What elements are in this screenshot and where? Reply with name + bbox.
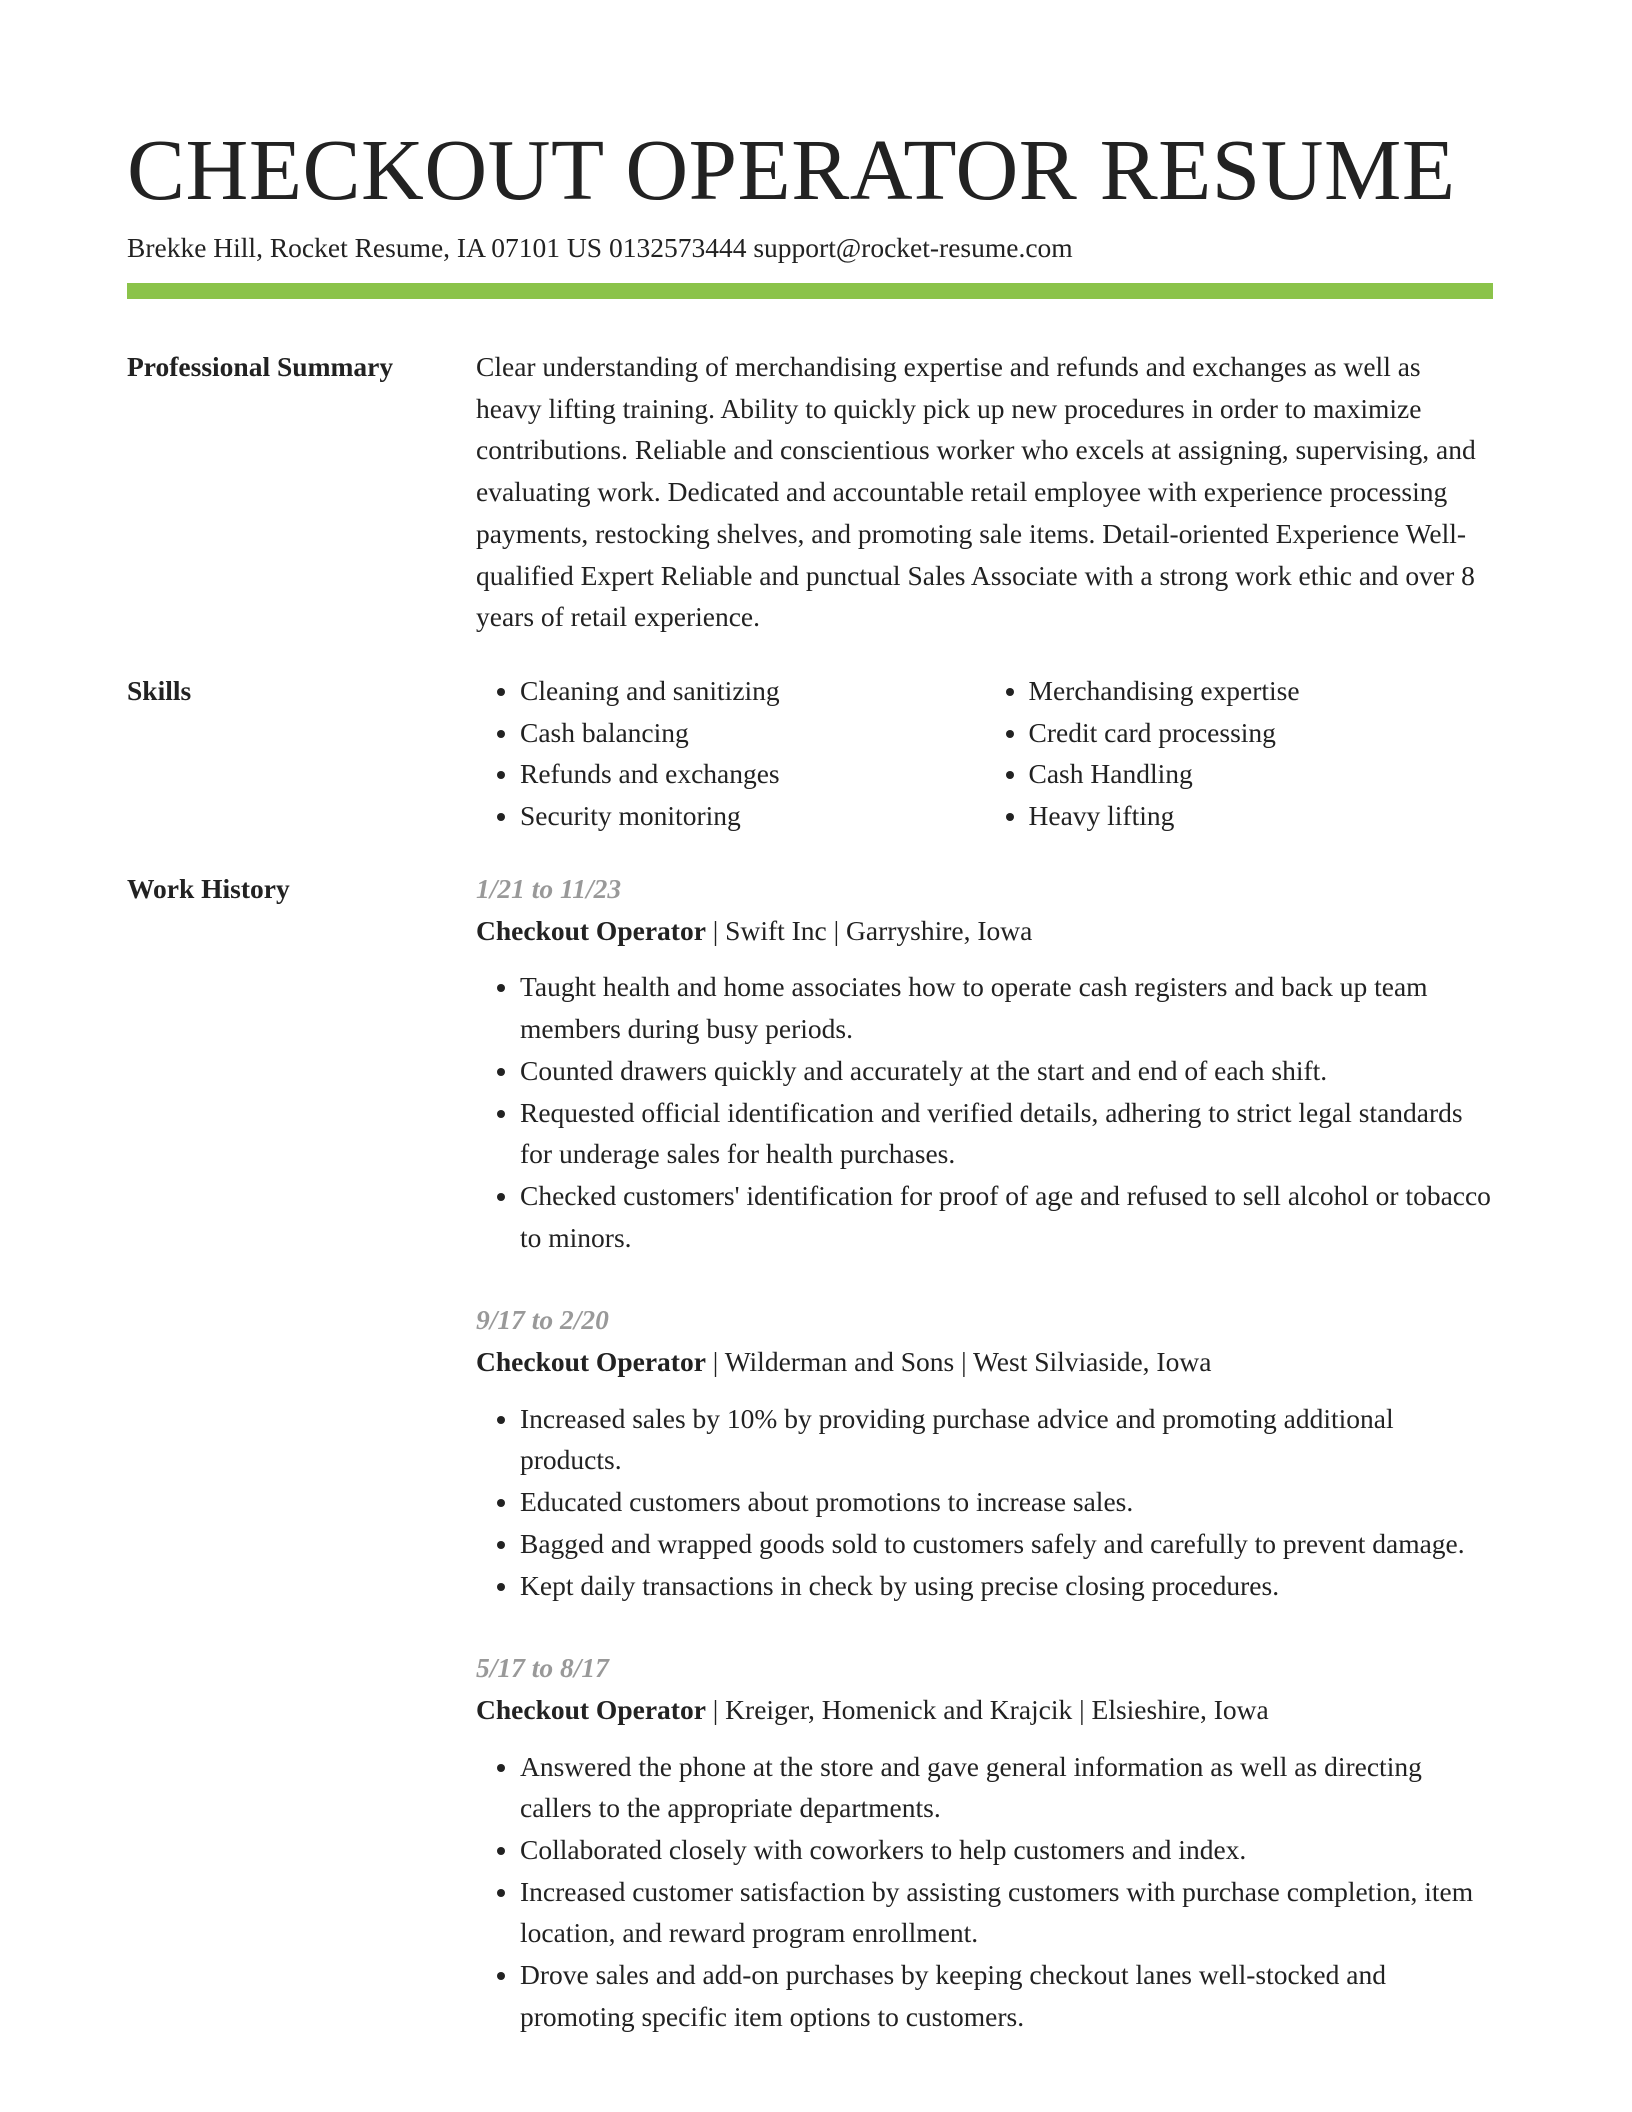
job-bullet: • Kept daily transactions in check by using precise closing procedures. [520, 1565, 1493, 1607]
skill-item: • Heavy lifting [1029, 795, 1494, 837]
separator: | [712, 1693, 719, 1725]
job-bullet: • Increased sales by 10% by providing purchase advice and promoting additional products. [520, 1398, 1493, 1481]
separator: | [712, 914, 719, 946]
separator: | [712, 1346, 719, 1378]
job-bullets [476, 1746, 1493, 2038]
job-company: Swift Inc [725, 914, 827, 946]
separator: | [833, 914, 840, 946]
job-title: Checkout Operator [476, 1693, 706, 1725]
resume-title: CHECKOUT OPERATOR RESUME [127, 121, 1456, 218]
summary-text: Clear understanding of merchandising expertise and refunds and exchanges as well as heavy lifting training. Ability to quickly pick up new procedures in order to maximize contributions. Reliable and conscientious worker who excels at assigning, supervising, and evaluating work. Dedicated and accountable retail employee with experience processing payments, restocking shelves, and promoting sale items. Detail-oriented Experience Well-qualified Expert Reliable and punctual Sales Associate with a strong work ethic and over 8 years of retail experience. [476, 351, 1476, 633]
job-dates: 1/21 to 11/23 [476, 873, 622, 904]
job-bullet: • Taught health and home associates how to operate cash registers and back up team members during busy periods. [520, 966, 1493, 1049]
job-bullet: • Collaborated closely with coworkers to help customers and index. [520, 1829, 1493, 1871]
contact-email: support@rocket-resume.com [753, 232, 1073, 263]
summary-body [476, 346, 1493, 638]
contact-line [127, 230, 1073, 266]
job-entry [476, 1299, 1493, 1606]
job-bullet: • Educated customers about promotions to increase sales. [520, 1481, 1493, 1523]
summary-label: Professional Summary [127, 351, 394, 382]
contact-address: Brekke Hill, Rocket Resume, IA 07101 US [127, 232, 603, 263]
work-history-label: Work History [127, 873, 290, 904]
job-location: West Silviaside, Iowa [973, 1346, 1212, 1378]
skill-item: • Cash Handling [1029, 753, 1494, 795]
skills-list-left [476, 670, 985, 837]
separator: | [1079, 1693, 1085, 1725]
job-bullet: • Drove sales and add-on purchases by keeping checkout lanes well-stocked and promoting specific item options to customers. [520, 1954, 1493, 2037]
job-bullet: • Answered the phone at the store and gave general information as well as directing callers to the appropriate departments. [520, 1746, 1493, 1829]
job-location: Elsieshire, Iowa [1091, 1693, 1269, 1725]
skills-list-right [985, 670, 1494, 837]
job-bullets [476, 966, 1493, 1258]
skill-item: • Security monitoring [520, 795, 985, 837]
job-bullets [476, 1398, 1493, 1607]
job-heading [476, 1341, 1493, 1383]
header-divider [127, 283, 1493, 299]
job-dates: 5/17 to 8/17 [476, 1652, 609, 1684]
job-bullet: • Counted drawers quickly and accurately at the start and end of each shift. [520, 1050, 1493, 1092]
job-dates: 9/17 to 2/20 [476, 1304, 609, 1336]
job-entry [476, 1647, 1493, 2037]
job-title: Checkout Operator [476, 1346, 706, 1378]
job-bullet: • Requested official identification and verified details, adhering to strict legal standards for underage sales for health purchases. [520, 1092, 1493, 1175]
job-bullet: • Checked customers' identification for proof of age and refused to sell alcohol or tobacco to minors. [520, 1175, 1493, 1258]
job-company: Kreiger, Homenick and Krajcik [725, 1693, 1073, 1725]
job-entry [476, 868, 1493, 1258]
skill-item: • Cleaning and sanitizing [520, 670, 985, 712]
work-history-body [476, 868, 1493, 2079]
skill-item: • Credit card processing [1029, 712, 1494, 754]
job-location: Garryshire, Iowa [846, 914, 1033, 946]
job-bullet: • Bagged and wrapped goods sold to customers safely and carefully to prevent damage. [520, 1523, 1493, 1565]
skill-item: • Cash balancing [520, 712, 985, 754]
job-company: Wilderman and Sons [724, 1346, 955, 1378]
job-bullet: • Increased customer satisfaction by assisting customers with purchase completion, item location, and reward program enrollment. [520, 1871, 1493, 1954]
skills-body [476, 670, 1493, 837]
job-heading [476, 1689, 1493, 1731]
job-title: Checkout Operator [476, 914, 706, 946]
separator: | [961, 1346, 967, 1378]
contact-phone: 0132573444 [608, 232, 747, 263]
skills-label: Skills [127, 675, 192, 706]
skill-item: • Merchandising expertise [1029, 670, 1494, 712]
skill-item: • Refunds and exchanges [520, 753, 985, 795]
job-heading [476, 910, 1493, 952]
